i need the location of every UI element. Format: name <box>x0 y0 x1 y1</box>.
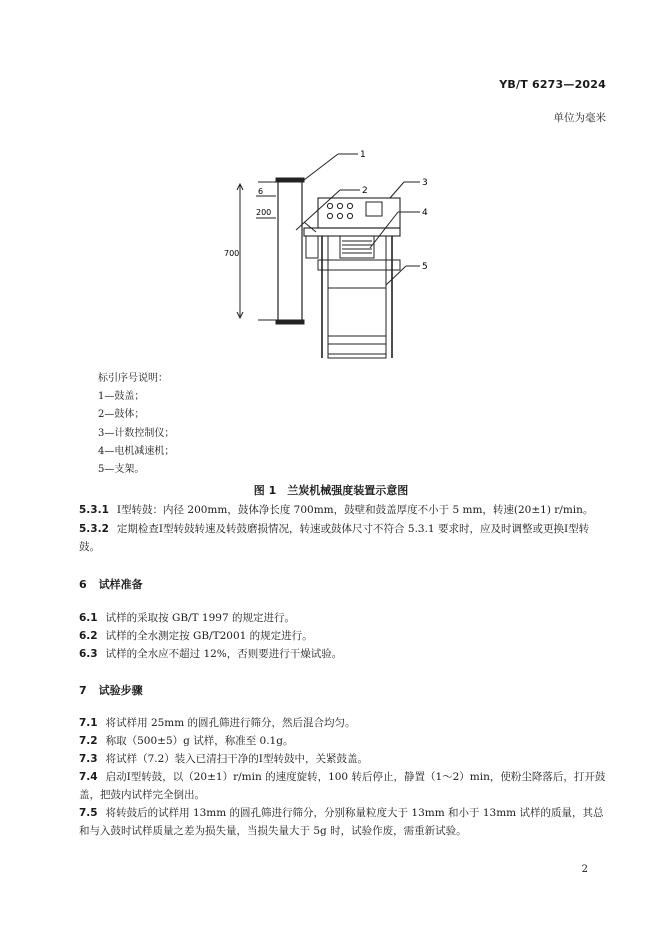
figure-legend <box>98 370 174 479</box>
callout-5: 5 <box>422 262 428 272</box>
top-plate <box>304 228 400 236</box>
section-number: 6 <box>79 578 87 591</box>
callout-1: 1 <box>360 150 366 160</box>
legend-item: 3—计数控制仪； <box>98 427 175 439</box>
clause-7-5 <box>79 804 609 840</box>
callout-2: 2 <box>362 186 368 196</box>
drum-body <box>278 180 302 322</box>
clause-number: 7.4 <box>79 771 98 783</box>
apparatus-diagram <box>220 140 450 365</box>
clause-text: 将转鼓后的试样用 13mm 的圆孔筛进行筛分，分别称量粒度大于 13mm 和小于 13mm 试样的质量，其总和与入鼓时试样质量之差为损失量，当损失量大于 5g 时，试验作废，需重新试验。 <box>79 807 604 837</box>
clause-number: 6.2 <box>79 630 98 642</box>
section-title: 试验步骤 <box>98 684 143 697</box>
callout-4: 4 <box>422 208 428 218</box>
clause-text: 试样的全水测定按 GB/T2001 的规定进行。 <box>105 630 313 642</box>
clause-5-3-1 <box>79 501 609 519</box>
section-7-heading <box>79 682 143 698</box>
clause-7-1 <box>79 714 609 732</box>
length-label: 700 <box>224 249 240 258</box>
section-title: 试样准备 <box>98 578 143 591</box>
clause-6-3 <box>79 645 609 663</box>
clause-number: 6.3 <box>79 648 98 660</box>
clause-text: 启动Ⅰ型转鼓，以（20±1）r/min 的速度旋转，100 转后停止，静置（1～2）min，使粉尘降落后，打开鼓盖，把鼓内试样完全倒出。 <box>79 771 606 801</box>
clause-7-4 <box>79 768 609 804</box>
clause-number: 7.5 <box>79 807 98 819</box>
section-number: 7 <box>79 684 87 697</box>
clause-text: 试样的采取按 GB/T 1997 的规定进行。 <box>105 612 295 624</box>
clause-6-1 <box>79 609 609 627</box>
legend-item: 1—鼓盖； <box>98 391 145 403</box>
legend-title: 标引序号说明： <box>98 373 168 384</box>
figure-caption: 图 1 兰炭机械强度装置示意图 <box>253 484 409 497</box>
clause-number: 7.2 <box>79 735 98 747</box>
clause-number: 7.1 <box>79 717 98 729</box>
clause-number: 7.3 <box>79 753 98 765</box>
unit-note: 单位为毫米 <box>553 112 606 124</box>
inner-diameter-label: 200 <box>256 208 272 217</box>
drum-bottom <box>276 320 304 324</box>
clause-7-2 <box>79 732 609 750</box>
legend-item: 5—支架。 <box>98 464 145 476</box>
clause-number: 5.3.2 <box>79 523 109 535</box>
clause-number: 6.1 <box>79 612 98 624</box>
clause-text: 试样的全水应不超过 12%，否则要进行干燥试验。 <box>105 648 343 660</box>
page-number: 2 <box>581 864 588 875</box>
legend-item: 2—鼓体； <box>98 409 145 421</box>
standard-code: YB/T 6273—2024 <box>499 78 606 91</box>
wall-thickness-label: 6 <box>258 187 264 196</box>
legend-item: 4—电机减速机； <box>98 445 175 457</box>
clause-5-3-2 <box>79 520 609 556</box>
clause-text: 将试样用 25mm 的圆孔筛进行筛分，然后混合均匀。 <box>105 717 356 729</box>
clause-text: 称取（500±5）g 试样，称准至 0.1g。 <box>105 735 294 747</box>
clause-7-3 <box>79 750 609 768</box>
section-6-heading <box>79 576 143 592</box>
drum-lid <box>276 178 304 182</box>
motor-reducer <box>340 236 374 258</box>
clause-number: 5.3.1 <box>79 504 109 516</box>
clause-text: 将试样（7.2）装入已清扫干净的Ⅰ型转鼓中，关紧鼓盖。 <box>105 753 368 765</box>
callout-3: 3 <box>422 178 428 188</box>
stand-frame <box>318 260 400 270</box>
clause-text: 定期检查Ⅰ型转鼓转速及转鼓磨损情况，转速或鼓体尺寸不符合 5.3.1 要求时，应及时调整或更换Ⅰ型转鼓。 <box>79 523 590 553</box>
clause-6-2 <box>79 627 609 645</box>
clause-text: Ⅰ型转鼓：内径 200mm，鼓体净长度 700mm，鼓壁和鼓盖厚度不小于 5 mm，转速(20±1) r/min。 <box>116 504 594 516</box>
